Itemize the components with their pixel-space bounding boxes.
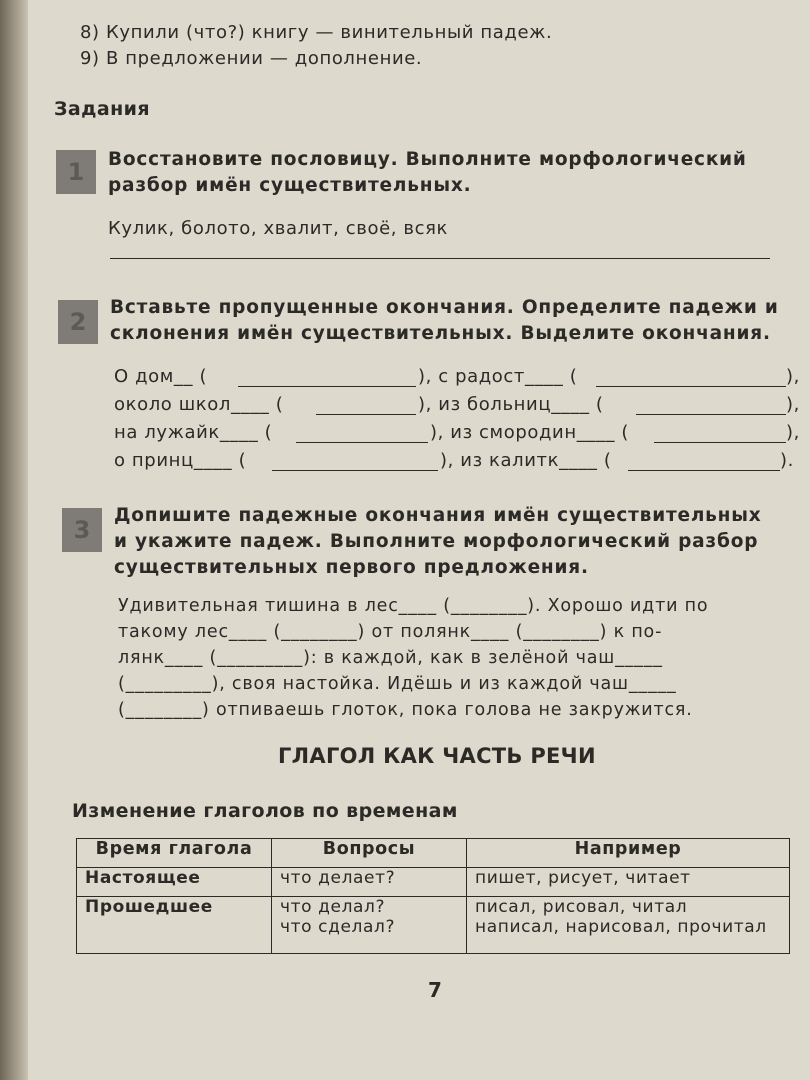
task2-row-1-blank-1[interactable] [238, 386, 416, 387]
task1-answer-line[interactable] [110, 258, 770, 259]
book-spine-shadow [0, 0, 28, 1080]
table-cell-example: пишет, рисует, читает [467, 868, 790, 897]
task2-title-line-2: склонения имён существительных. Выделите окончания. [110, 323, 771, 344]
task3-text-line-2: такому лес____ (________) от полянк____ (________) к по- [118, 622, 663, 642]
task3-title-line-3: существительных первого предложения. [114, 557, 589, 578]
page-number: 7 [428, 978, 442, 1002]
task2-row-4-end: ). [780, 450, 794, 471]
task2-row-3-end: ), [786, 422, 800, 443]
verb-tense-table [76, 838, 790, 954]
task3-title-line-1: Допишите падежные окончания имён существительных [114, 505, 762, 526]
task2-row-1-mid: ), с радост____ ( [418, 366, 578, 387]
task2-row-4-blank-2[interactable] [628, 470, 780, 471]
task3-number-badge: 3 [62, 508, 102, 552]
table-cell-tense: Настоящее [77, 868, 272, 897]
table-cell-question: что сделал? [280, 917, 396, 937]
table-row [77, 897, 790, 954]
section-title: ГЛАГОЛ КАК ЧАСТЬ РЕЧИ [278, 744, 596, 768]
subsection-title: Изменение глаголов по временам [72, 800, 458, 822]
table-cell-questions [272, 897, 467, 954]
tasks-heading: Задания [54, 98, 150, 120]
table-cell-examples [467, 897, 790, 954]
task2-row-1-end: ), [786, 366, 800, 387]
table-cell-tense: Прошедшее [77, 897, 272, 954]
task2-row-1-left: О дом__ ( [114, 366, 208, 387]
task2-row-2-left: около школ____ ( [114, 394, 284, 415]
task2-row-4-mid: ), из калитк____ ( [440, 450, 612, 471]
task2-row-3-blank-2[interactable] [654, 442, 786, 443]
table-row [77, 868, 790, 897]
task1-title-line-1: Восстановите пословицу. Выполните морфологический [108, 149, 747, 170]
task3-text-line-3: лянк____ (_________): в каждой, как в зелёной чаш_____ [118, 648, 663, 668]
task3-text-line-4: (_________), своя настойка. Идёшь и из каждой чаш_____ [118, 674, 677, 694]
task3-text-line-1: Удивительная тишина в лес____ (________). Хорошо идти по [118, 596, 709, 616]
task3-text-line-5: (________) отпиваешь глоток, пока голова не закружится. [118, 700, 693, 720]
task2-title-line-1: Вставьте пропущенные окончания. Определите падежи и [110, 297, 779, 318]
table-cell-question: что делает? [272, 868, 467, 897]
table-header-cell: Вопросы [272, 839, 467, 868]
table-cell-example: писал, рисовал, читал [475, 897, 688, 917]
table-header-cell: Например [467, 839, 790, 868]
task2-row-3-mid: ), из смородин____ ( [430, 422, 630, 443]
task2-row-4-left: о принц____ ( [114, 450, 247, 471]
task1-title-line-2: разбор имён существительных. [108, 175, 472, 196]
table-header-row [77, 839, 790, 868]
task2-row-3-blank-1[interactable] [296, 442, 428, 443]
task2-row-2-mid: ), из больниц____ ( [418, 394, 604, 415]
task2-row-1-blank-2[interactable] [596, 386, 786, 387]
task2-row-2-end: ), [786, 394, 800, 415]
task2-number-badge: 2 [58, 300, 98, 344]
table-header-cell: Время глагола [77, 839, 272, 868]
book-page [28, 0, 810, 1080]
table-cell-question: что делал? [280, 897, 386, 917]
task2-row-3-left: на лужайк____ ( [114, 422, 273, 443]
task2-row-2-blank-1[interactable] [316, 414, 416, 415]
task1-words: Кулик, болото, хвалит, своё, всяк [108, 218, 448, 239]
table-cell-example: написал, нарисовал, прочитал [475, 917, 767, 937]
intro-line-9: 9) В предложении — дополнение. [80, 48, 423, 69]
task1-number-badge: 1 [56, 150, 96, 194]
task2-row-4-blank-1[interactable] [272, 470, 438, 471]
task2-row-2-blank-2[interactable] [636, 414, 786, 415]
intro-line-8: 8) Купили (что?) книгу — винительный падеж. [80, 22, 553, 43]
task3-title-line-2: и укажите падеж. Выполните морфологический разбор [114, 531, 759, 552]
